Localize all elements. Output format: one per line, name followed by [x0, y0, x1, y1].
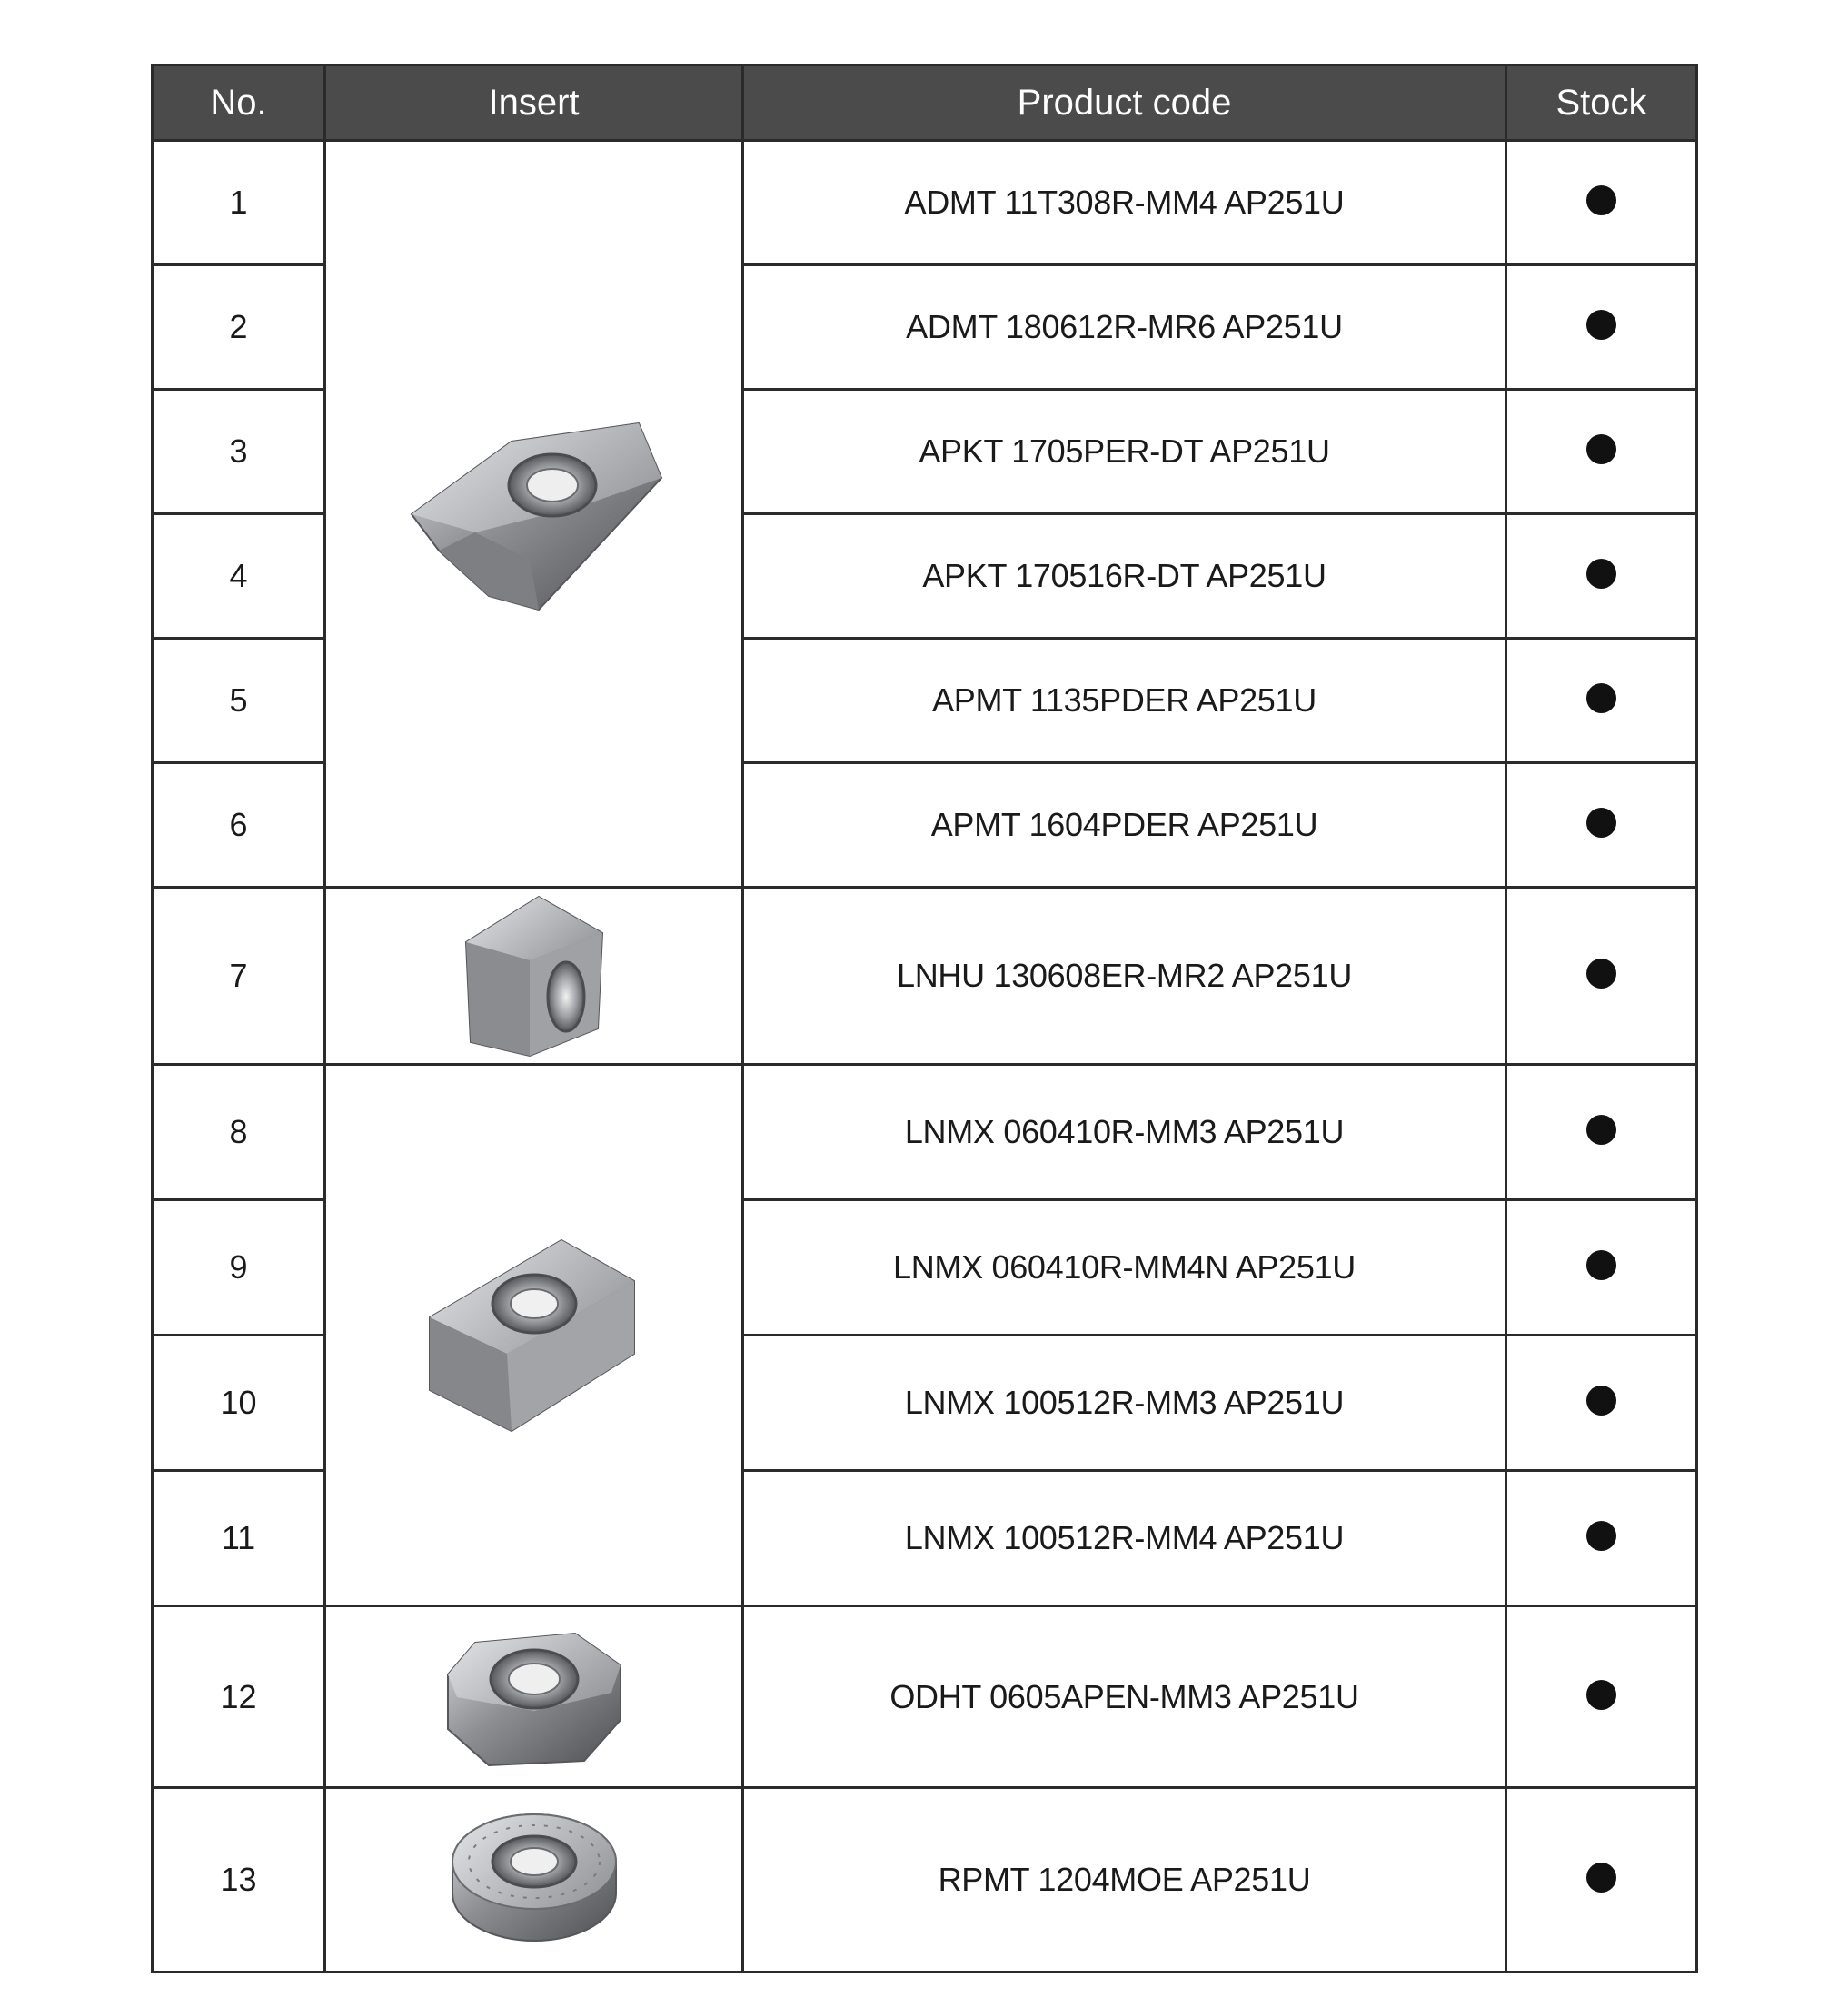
in-stock-dot-icon — [1586, 559, 1616, 589]
in-stock-dot-icon — [1586, 1250, 1616, 1280]
table-row — [153, 1065, 1697, 1200]
product-code: LNMX 060410R-MM4N AP251U — [743, 1200, 1506, 1336]
table-row — [153, 888, 1697, 1065]
in-stock-dot-icon — [1586, 1386, 1616, 1416]
product-code: ODHT 0605APEN-MM3 AP251U — [743, 1606, 1506, 1788]
in-stock-dot-icon — [1586, 1863, 1616, 1893]
lnhu-insert-icon — [452, 892, 616, 1060]
in-stock-dot-icon — [1586, 808, 1616, 838]
product-code: APMT 1604PDER AP251U — [743, 763, 1506, 888]
row-number: 5 — [153, 639, 325, 763]
insert-image-cell — [325, 1606, 743, 1788]
in-stock-dot-icon — [1586, 185, 1616, 215]
row-number: 1 — [153, 141, 325, 265]
stock-cell — [1506, 390, 1697, 514]
octagonal-insert-icon — [439, 1624, 630, 1770]
insert-image-cell — [325, 1065, 743, 1606]
stock-cell — [1506, 1471, 1697, 1606]
table-row — [153, 141, 1697, 265]
stock-cell — [1506, 1788, 1697, 1972]
row-number: 10 — [153, 1336, 325, 1471]
insert-image-cell — [325, 141, 743, 888]
lnmx-insert-icon — [425, 1236, 643, 1436]
stock-cell — [1506, 1606, 1697, 1788]
row-number: 7 — [153, 888, 325, 1065]
table-header-row — [153, 65, 1697, 141]
row-number: 4 — [153, 514, 325, 639]
insert-image-cell — [325, 888, 743, 1065]
row-number: 2 — [153, 265, 325, 390]
row-number: 13 — [153, 1788, 325, 1972]
header-insert: Insert — [325, 65, 743, 141]
header-stock: Stock — [1506, 65, 1697, 141]
stock-cell — [1506, 1065, 1697, 1200]
table-row — [153, 1788, 1697, 1972]
in-stock-dot-icon — [1586, 1115, 1616, 1145]
product-code: LNHU 130608ER-MR2 AP251U — [743, 888, 1506, 1065]
row-number: 8 — [153, 1065, 325, 1200]
product-code: LNMX 100512R-MM4 AP251U — [743, 1471, 1506, 1606]
header-product-code: Product code — [743, 65, 1506, 141]
in-stock-dot-icon — [1586, 683, 1616, 713]
product-code: APKT 1705PER-DT AP251U — [743, 390, 1506, 514]
row-number: 9 — [153, 1200, 325, 1336]
product-code: RPMT 1204MOE AP251U — [743, 1788, 1506, 1972]
stock-cell — [1506, 265, 1697, 390]
rhombic-insert-icon — [402, 405, 666, 623]
row-number: 3 — [153, 390, 325, 514]
product-code: ADMT 11T308R-MM4 AP251U — [743, 141, 1506, 265]
product-code: APKT 170516R-DT AP251U — [743, 514, 1506, 639]
product-table — [151, 64, 1698, 1973]
product-code: ADMT 180612R-MR6 AP251U — [743, 265, 1506, 390]
header-no: No. — [153, 65, 325, 141]
insert-image-cell — [325, 1788, 743, 1972]
product-code: LNMX 100512R-MM3 AP251U — [743, 1336, 1506, 1471]
in-stock-dot-icon — [1586, 310, 1616, 340]
in-stock-dot-icon — [1586, 1680, 1616, 1710]
product-code: APMT 1135PDER AP251U — [743, 639, 1506, 763]
stock-cell — [1506, 763, 1697, 888]
row-number: 6 — [153, 763, 325, 888]
stock-cell — [1506, 888, 1697, 1065]
row-number: 11 — [153, 1471, 325, 1606]
stock-cell — [1506, 1336, 1697, 1471]
stock-cell — [1506, 141, 1697, 265]
stock-cell — [1506, 1200, 1697, 1336]
product-code: LNMX 060410R-MM3 AP251U — [743, 1065, 1506, 1200]
row-number: 12 — [153, 1606, 325, 1788]
in-stock-dot-icon — [1586, 1521, 1616, 1551]
in-stock-dot-icon — [1586, 434, 1616, 464]
stock-cell — [1506, 514, 1697, 639]
stock-cell — [1506, 639, 1697, 763]
round-insert-icon — [443, 1807, 625, 1952]
in-stock-dot-icon — [1586, 959, 1616, 989]
table-row — [153, 1606, 1697, 1788]
